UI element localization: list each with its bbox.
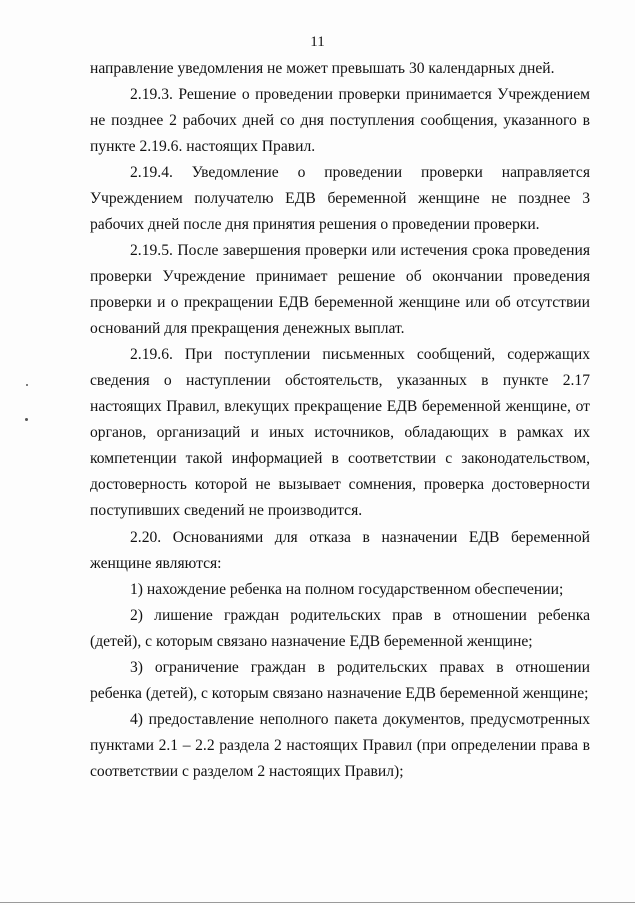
paragraph: 2.19.6. При поступлении письменных сообщений, содержащих сведения о наступлении обстоятельств, указанных в пункте 2.17 настоящих Правил, влекущих прекращение ЕДВ беременной женщине, от органов, организаций и иных источников, обладающих в рамках их компетенции такой информацией в соответствии с законодательством, достоверность которой не вызывает сомнения, проверка достоверности поступивших сведений не производится.: [90, 346, 590, 519]
scan-speck: [25, 418, 28, 421]
paragraph: 2.19.5. После завершения проверки или истечения срока проведения проверки Учреждение принимает решение об окончании проведения проверки и о прекращении ЕДВ беременной женщине или об отсутствии оснований для прекращения денежных выплат.: [90, 242, 590, 337]
scan-speck: [26, 384, 28, 386]
page-number: 11: [310, 34, 325, 50]
paragraph: 2.20. Основаниями для отказа в назначении ЕДВ беременной женщине являются:: [90, 529, 590, 572]
list-item: 3) ограничение граждан в родительских правах в отношении ребенка (детей), с которым связано назначение ЕДВ беременной женщине;: [90, 659, 590, 702]
scan-edge: [0, 902, 635, 903]
list-item: 1) нахождение ребенка на полном государственном обеспечении;: [130, 581, 564, 598]
list-item: 4) предоставление неполного пакета документов, предусмотренных пунктами 2.1 – 2.2 раздела 2 настоящих Правил (при определении права в соответствии с разделом 2 настоящих Правил);: [90, 711, 590, 780]
list-item: 2) лишение граждан родительских прав в отношении ребенка (детей), с которым связано назначение ЕДВ беременной женщине;: [90, 607, 590, 650]
document-body: [90, 56, 590, 785]
paragraph: направление уведомления не может превышать 30 календарных дней.: [90, 60, 555, 77]
paragraph: 2.19.4. Уведомление о проведении проверки направляется Учреждением получателю ЕДВ беременной женщине не позднее 3 рабочих дней после дня принятия решения о проведении проверки.: [90, 164, 590, 233]
paragraph: 2.19.3. Решение о проведении проверки принимается Учреждением не позднее 2 рабочих дней со дня поступления сообщения, указанного в пункте 2.19.6. настоящих Правил.: [90, 86, 590, 155]
